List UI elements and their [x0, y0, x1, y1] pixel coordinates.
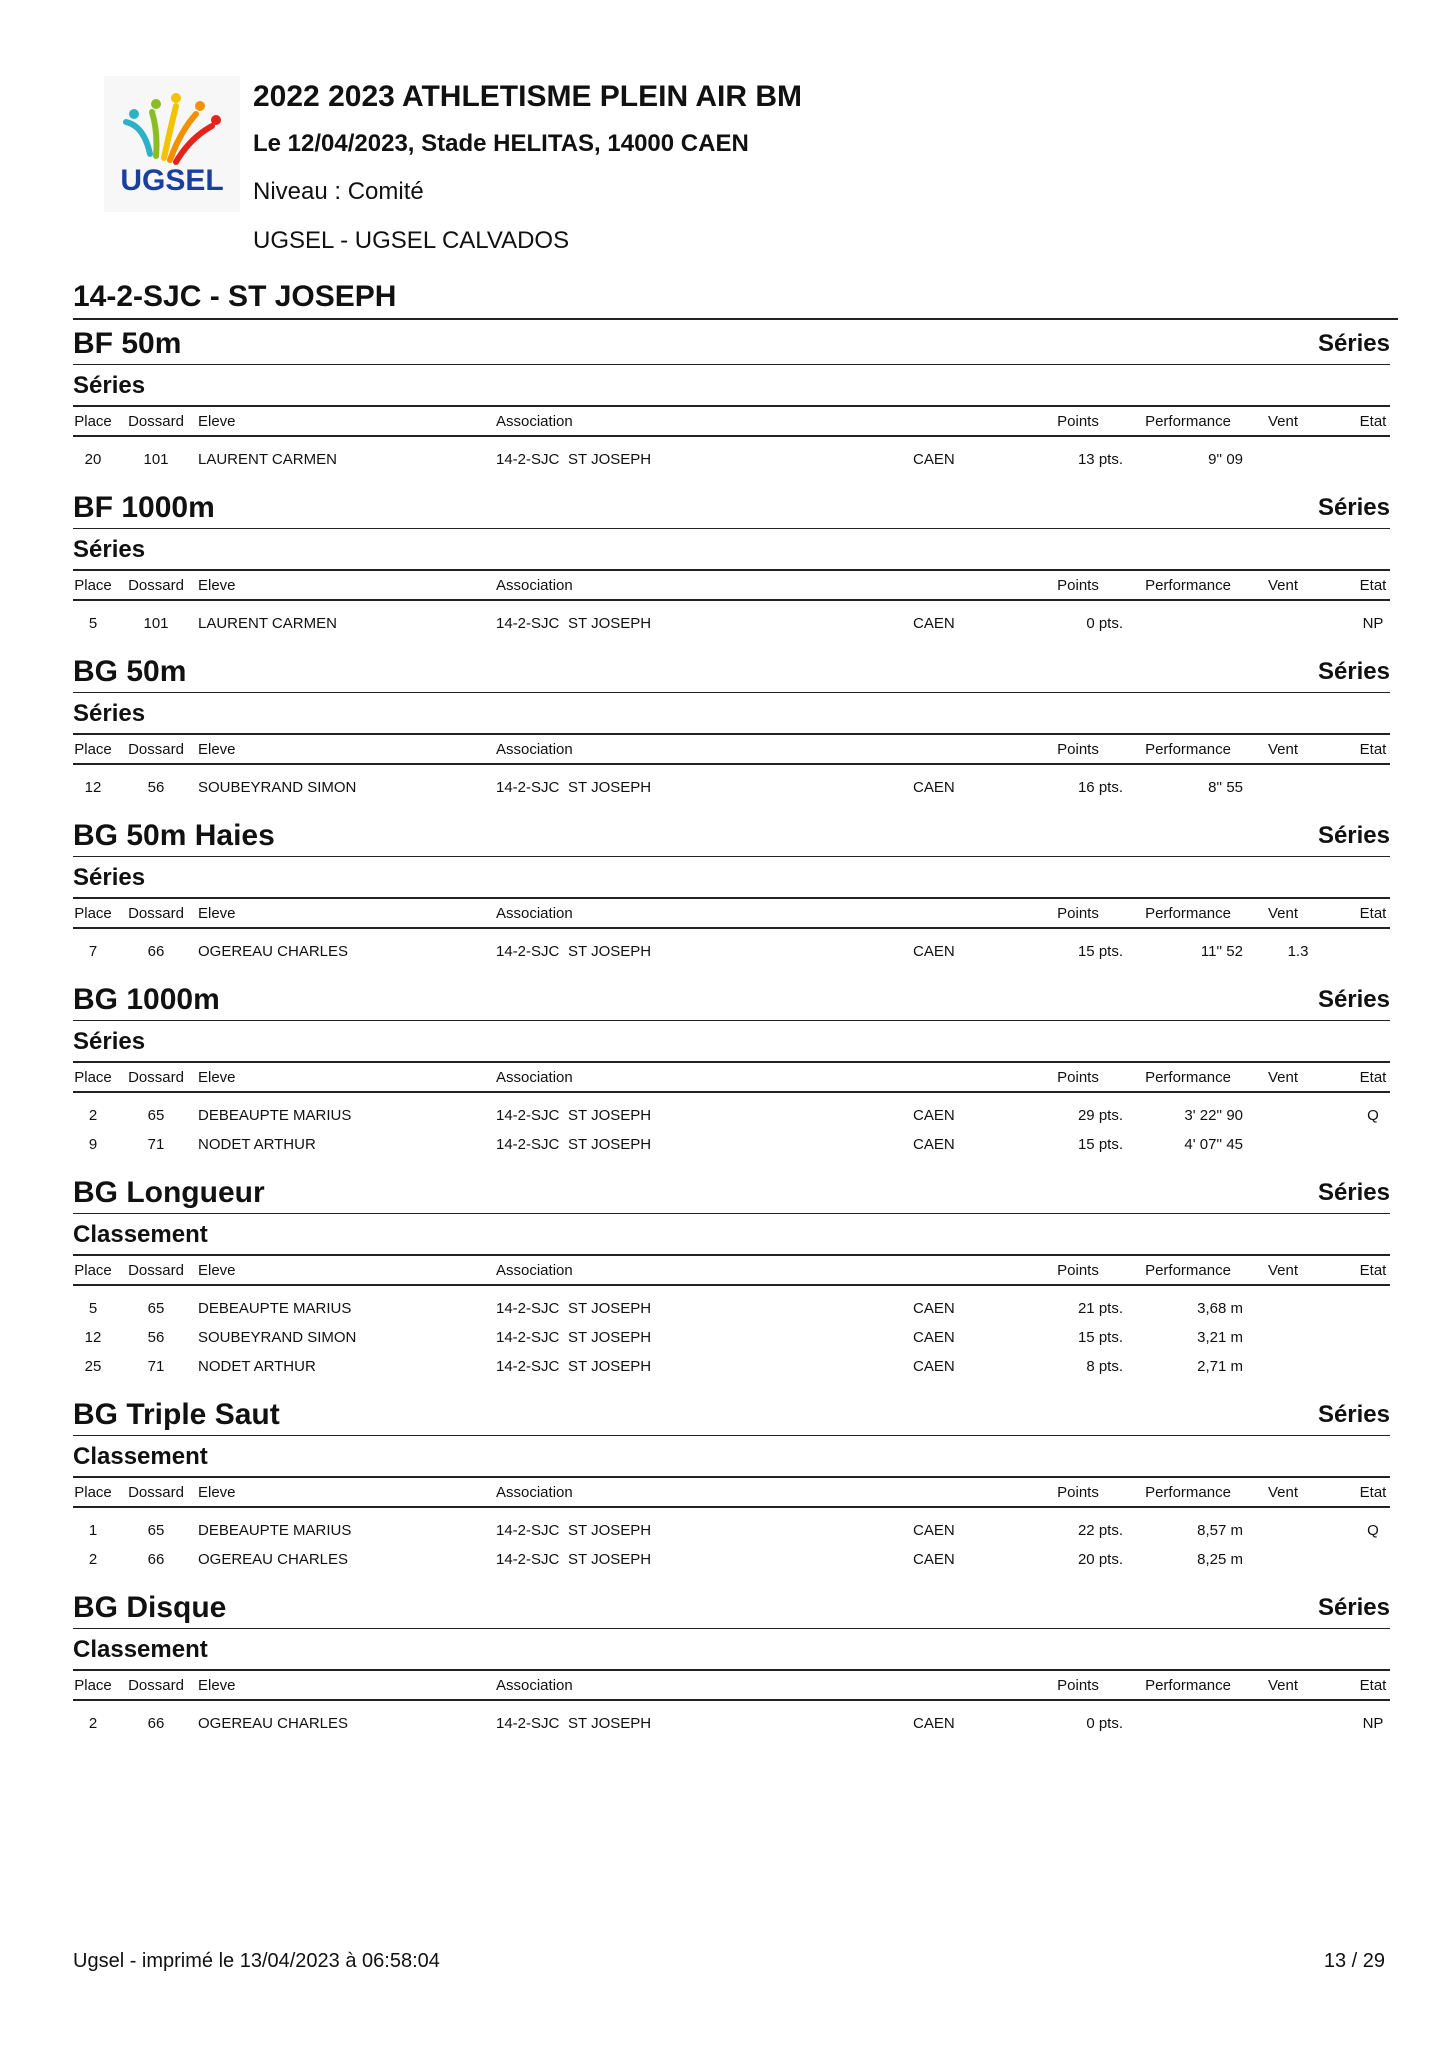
cell-points: 20 pts.: [1077, 1551, 1123, 1568]
cell-perf: 2,71 m: [1197, 1358, 1243, 1375]
column-header-place: Place: [74, 1262, 112, 1279]
cell-points: 8 pts.: [1086, 1358, 1123, 1375]
column-header-dossard: Dossard: [128, 1262, 184, 1279]
event-section: [73, 1391, 1390, 1584]
event-section: [73, 648, 1390, 812]
column-headers: [73, 1063, 1390, 1093]
cell-code: 14-2-SJC: [496, 779, 560, 796]
table-row: [73, 1352, 1390, 1381]
cell-dossard: 65: [147, 1107, 165, 1124]
column-header-eleve: Eleve: [198, 1262, 236, 1279]
cell-points: 15 pts.: [1077, 943, 1123, 960]
round-title: Séries: [73, 365, 1390, 407]
table-row: [73, 609, 1390, 638]
round-title: Classement: [73, 1214, 1390, 1256]
column-header-vent: Vent: [1267, 1262, 1299, 1279]
cell-code: 14-2-SJC: [496, 1329, 560, 1346]
cell-code: 14-2-SJC: [496, 451, 560, 468]
table-row: [73, 1709, 1390, 1738]
table-row: [73, 937, 1390, 966]
cell-place: 9: [88, 1136, 98, 1153]
round-title: Séries: [73, 693, 1390, 735]
event-section: [73, 320, 1390, 484]
result-rows: [73, 1286, 1390, 1391]
column-header-vent: Vent: [1267, 1677, 1299, 1694]
cell-assoc: ST JOSEPH: [568, 451, 652, 468]
cell-city: CAEN: [913, 779, 955, 796]
column-header-dossard: Dossard: [128, 741, 184, 758]
column-header-association: Association: [496, 577, 573, 594]
cell-dossard: 65: [147, 1300, 165, 1317]
cell-dossard: 66: [147, 1551, 165, 1568]
cell-eleve: LAURENT CARMEN: [198, 451, 337, 468]
column-header-association: Association: [496, 1677, 573, 1694]
cell-city: CAEN: [913, 615, 955, 632]
column-header-etat: Etat: [1359, 1262, 1387, 1279]
event-header: [73, 1584, 1390, 1629]
event-type: Séries: [1317, 986, 1390, 1013]
event-date-location: Le 12/04/2023, Stade HELITAS, 14000 CAEN: [253, 130, 749, 157]
event-type: Séries: [1317, 1594, 1390, 1621]
event-header: [73, 812, 1390, 857]
cell-city: CAEN: [913, 943, 955, 960]
result-rows: [73, 765, 1390, 812]
cell-dossard: 71: [147, 1358, 165, 1375]
column-header-points: Points: [1057, 577, 1099, 594]
cell-points: 15 pts.: [1077, 1136, 1123, 1153]
cell-code: 14-2-SJC: [496, 1136, 560, 1153]
column-header-eleve: Eleve: [198, 1069, 236, 1086]
column-header-etat: Etat: [1359, 1069, 1387, 1086]
result-rows: [73, 1093, 1390, 1169]
column-header-eleve: Eleve: [198, 1484, 236, 1501]
event-type: Séries: [1317, 658, 1390, 685]
column-header-dossard: Dossard: [128, 1677, 184, 1694]
cell-city: CAEN: [913, 1522, 955, 1539]
column-header-etat: Etat: [1359, 1484, 1387, 1501]
column-header-points: Points: [1057, 741, 1099, 758]
column-header-association: Association: [496, 1262, 573, 1279]
event-type: Séries: [1317, 330, 1390, 357]
cell-place: 2: [88, 1107, 98, 1124]
column-header-performance: Performance: [1145, 1262, 1231, 1279]
event-name: BF 50m: [73, 327, 182, 360]
cell-assoc: ST JOSEPH: [568, 779, 652, 796]
cell-city: CAEN: [913, 1715, 955, 1732]
cell-etat: NP: [1362, 1715, 1384, 1732]
cell-vent: 1.3: [1287, 943, 1309, 960]
cell-place: 12: [84, 779, 102, 796]
column-header-eleve: Eleve: [198, 741, 236, 758]
cell-dossard: 56: [147, 1329, 165, 1346]
column-header-eleve: Eleve: [198, 413, 236, 430]
cell-perf: 9'' 09: [1208, 451, 1243, 468]
round-title: Classement: [73, 1436, 1390, 1478]
column-headers: [73, 1478, 1390, 1508]
cell-assoc: ST JOSEPH: [568, 615, 652, 632]
column-header-association: Association: [496, 741, 573, 758]
event-name: BF 1000m: [73, 491, 215, 524]
cell-assoc: ST JOSEPH: [568, 1107, 652, 1124]
column-header-dossard: Dossard: [128, 905, 184, 922]
column-header-association: Association: [496, 1484, 573, 1501]
column-headers: [73, 735, 1390, 765]
svg-text:UGSEL: UGSEL: [120, 164, 224, 197]
cell-etat: Q: [1367, 1522, 1379, 1539]
cell-perf: 3' 22'' 90: [1184, 1107, 1243, 1124]
column-headers: [73, 1256, 1390, 1286]
cell-dossard: 66: [147, 943, 165, 960]
column-header-dossard: Dossard: [128, 413, 184, 430]
cell-assoc: ST JOSEPH: [568, 1300, 652, 1317]
column-header-dossard: Dossard: [128, 1069, 184, 1086]
column-header-points: Points: [1057, 1262, 1099, 1279]
column-header-etat: Etat: [1359, 413, 1387, 430]
cell-assoc: ST JOSEPH: [568, 943, 652, 960]
cell-eleve: DEBEAUPTE MARIUS: [198, 1300, 352, 1317]
cell-place: 12: [84, 1329, 102, 1346]
cell-code: 14-2-SJC: [496, 1107, 560, 1124]
cell-dossard: 65: [147, 1522, 165, 1539]
ugsel-logo: [104, 76, 240, 212]
column-header-performance: Performance: [1145, 905, 1231, 922]
column-headers: [73, 571, 1390, 601]
column-header-points: Points: [1057, 905, 1099, 922]
cell-city: CAEN: [913, 1300, 955, 1317]
result-rows: [73, 437, 1390, 484]
cell-perf: 3,21 m: [1197, 1329, 1243, 1346]
cell-place: 5: [88, 615, 98, 632]
cell-etat: Q: [1367, 1107, 1379, 1124]
cell-points: 0 pts.: [1086, 615, 1123, 632]
column-header-association: Association: [496, 905, 573, 922]
event-name: BG Triple Saut: [73, 1398, 280, 1431]
cell-points: 15 pts.: [1077, 1329, 1123, 1346]
cell-eleve: OGEREAU CHARLES: [198, 1715, 349, 1732]
cell-city: CAEN: [913, 1107, 955, 1124]
event-section: [73, 484, 1390, 648]
event-name: BG 1000m: [73, 983, 220, 1016]
results-sections: [73, 320, 1390, 1748]
result-rows: [73, 601, 1390, 648]
table-row: [73, 1545, 1390, 1574]
print-date: Ugsel - imprimé le 13/04/2023 à 06:58:04: [73, 1950, 440, 1972]
cell-eleve: OGEREAU CHARLES: [198, 943, 349, 960]
cell-points: 21 pts.: [1077, 1300, 1123, 1317]
table-row: [73, 1294, 1390, 1323]
cell-eleve: NODET ARTHUR: [198, 1136, 316, 1153]
cell-city: CAEN: [913, 1358, 955, 1375]
column-header-points: Points: [1057, 413, 1099, 430]
cell-code: 14-2-SJC: [496, 1300, 560, 1317]
column-headers: [73, 1671, 1390, 1701]
cell-points: 22 pts.: [1077, 1522, 1123, 1539]
cell-place: 1: [88, 1522, 98, 1539]
column-header-performance: Performance: [1145, 741, 1231, 758]
cell-code: 14-2-SJC: [496, 1551, 560, 1568]
cell-eleve: OGEREAU CHARLES: [198, 1551, 349, 1568]
cell-assoc: ST JOSEPH: [568, 1715, 652, 1732]
round-title: Séries: [73, 529, 1390, 571]
cell-dossard: 101: [143, 615, 169, 632]
cell-eleve: DEBEAUPTE MARIUS: [198, 1107, 352, 1124]
cell-dossard: 66: [147, 1715, 165, 1732]
event-header: [73, 648, 1390, 693]
column-header-place: Place: [74, 577, 112, 594]
cell-place: 2: [88, 1551, 98, 1568]
column-header-vent: Vent: [1267, 905, 1299, 922]
cell-assoc: ST JOSEPH: [568, 1358, 652, 1375]
page-number: 13 / 29: [1323, 1950, 1385, 1972]
table-row: [73, 445, 1390, 474]
round-title: Classement: [73, 1629, 1390, 1671]
column-header-eleve: Eleve: [198, 905, 236, 922]
cell-dossard: 56: [147, 779, 165, 796]
cell-code: 14-2-SJC: [496, 943, 560, 960]
column-header-etat: Etat: [1359, 741, 1387, 758]
table-row: [73, 1516, 1390, 1545]
event-type: Séries: [1317, 822, 1390, 849]
event-section: [73, 1584, 1390, 1748]
cell-city: CAEN: [913, 1551, 955, 1568]
cell-perf: 3,68 m: [1197, 1300, 1243, 1317]
column-header-points: Points: [1057, 1484, 1099, 1501]
cell-eleve: SOUBEYRAND SIMON: [198, 1329, 357, 1346]
column-header-association: Association: [496, 413, 573, 430]
cell-assoc: ST JOSEPH: [568, 1551, 652, 1568]
column-header-vent: Vent: [1267, 577, 1299, 594]
event-header: [73, 976, 1390, 1021]
cell-perf: 11'' 52: [1200, 943, 1243, 960]
cell-eleve: LAURENT CARMEN: [198, 615, 337, 632]
event-section: [73, 976, 1390, 1169]
column-header-dossard: Dossard: [128, 1484, 184, 1501]
column-header-eleve: Eleve: [198, 1677, 236, 1694]
club-heading: 14-2-SJC - ST JOSEPH: [73, 280, 1398, 320]
event-name: BG 50m: [73, 655, 187, 688]
column-header-performance: Performance: [1145, 413, 1231, 430]
column-header-eleve: Eleve: [198, 577, 236, 594]
event-header: [73, 1169, 1390, 1214]
column-header-place: Place: [74, 1484, 112, 1501]
cell-place: 20: [84, 451, 102, 468]
cell-points: 13 pts.: [1077, 451, 1123, 468]
cell-points: 16 pts.: [1077, 779, 1123, 796]
cell-dossard: 101: [143, 451, 169, 468]
event-header: [73, 484, 1390, 529]
cell-perf: 8,25 m: [1197, 1551, 1243, 1568]
event-type: Séries: [1317, 1401, 1390, 1428]
column-header-vent: Vent: [1267, 1069, 1299, 1086]
column-headers: [73, 407, 1390, 437]
round-title: Séries: [73, 857, 1390, 899]
round-title: Séries: [73, 1021, 1390, 1063]
cell-perf: 4' 07'' 45: [1184, 1136, 1243, 1153]
cell-perf: 8,57 m: [1197, 1522, 1243, 1539]
cell-city: CAEN: [913, 1136, 955, 1153]
cell-city: CAEN: [913, 1329, 955, 1346]
table-row: [73, 1323, 1390, 1352]
cell-points: 29 pts.: [1077, 1107, 1123, 1124]
cell-assoc: ST JOSEPH: [568, 1522, 652, 1539]
event-section: [73, 812, 1390, 976]
column-header-vent: Vent: [1267, 413, 1299, 430]
cell-place: 5: [88, 1300, 98, 1317]
column-header-association: Association: [496, 1069, 573, 1086]
result-rows: [73, 929, 1390, 976]
cell-assoc: ST JOSEPH: [568, 1136, 652, 1153]
column-header-performance: Performance: [1145, 577, 1231, 594]
column-header-performance: Performance: [1145, 1677, 1231, 1694]
cell-place: 2: [88, 1715, 98, 1732]
cell-points: 0 pts.: [1086, 1715, 1123, 1732]
event-type: Séries: [1317, 1179, 1390, 1206]
column-header-place: Place: [74, 413, 112, 430]
cell-place: 7: [88, 943, 98, 960]
column-header-place: Place: [74, 1069, 112, 1086]
column-header-etat: Etat: [1359, 905, 1387, 922]
column-header-points: Points: [1057, 1677, 1099, 1694]
column-header-performance: Performance: [1145, 1069, 1231, 1086]
column-header-dossard: Dossard: [128, 577, 184, 594]
cell-code: 14-2-SJC: [496, 1522, 560, 1539]
event-section: [73, 1169, 1390, 1391]
cell-eleve: NODET ARTHUR: [198, 1358, 316, 1375]
organisation: UGSEL - UGSEL CALVADOS: [253, 227, 570, 254]
cell-code: 14-2-SJC: [496, 615, 560, 632]
result-rows: [73, 1508, 1390, 1584]
cell-eleve: DEBEAUPTE MARIUS: [198, 1522, 352, 1539]
result-rows: [73, 1701, 1390, 1748]
column-header-place: Place: [74, 1677, 112, 1694]
cell-city: CAEN: [913, 451, 955, 468]
column-header-etat: Etat: [1359, 1677, 1387, 1694]
event-name: BG Disque: [73, 1591, 227, 1624]
cell-assoc: ST JOSEPH: [568, 1329, 652, 1346]
column-header-etat: Etat: [1359, 577, 1387, 594]
event-header: [73, 320, 1390, 365]
column-header-points: Points: [1057, 1069, 1099, 1086]
table-row: [73, 773, 1390, 802]
column-header-performance: Performance: [1145, 1484, 1231, 1501]
cell-dossard: 71: [147, 1136, 165, 1153]
table-row: [73, 1130, 1390, 1159]
column-header-place: Place: [74, 905, 112, 922]
event-name: BG 50m Haies: [73, 819, 275, 852]
cell-eleve: SOUBEYRAND SIMON: [198, 779, 357, 796]
page-title: 2022 2023 ATHLETISME PLEIN AIR BM: [253, 80, 803, 113]
column-header-vent: Vent: [1267, 741, 1299, 758]
cell-code: 14-2-SJC: [496, 1358, 560, 1375]
event-type: Séries: [1317, 494, 1390, 521]
cell-etat: NP: [1362, 615, 1384, 632]
cell-code: 14-2-SJC: [496, 1715, 560, 1732]
event-header: [73, 1391, 1390, 1436]
level: Niveau : Comité: [253, 178, 424, 205]
column-header-vent: Vent: [1267, 1484, 1299, 1501]
column-header-place: Place: [74, 741, 112, 758]
cell-perf: 8'' 55: [1208, 779, 1243, 796]
column-headers: [73, 899, 1390, 929]
cell-place: 25: [84, 1358, 102, 1375]
table-row: [73, 1101, 1390, 1130]
event-name: BG Longueur: [73, 1176, 265, 1209]
